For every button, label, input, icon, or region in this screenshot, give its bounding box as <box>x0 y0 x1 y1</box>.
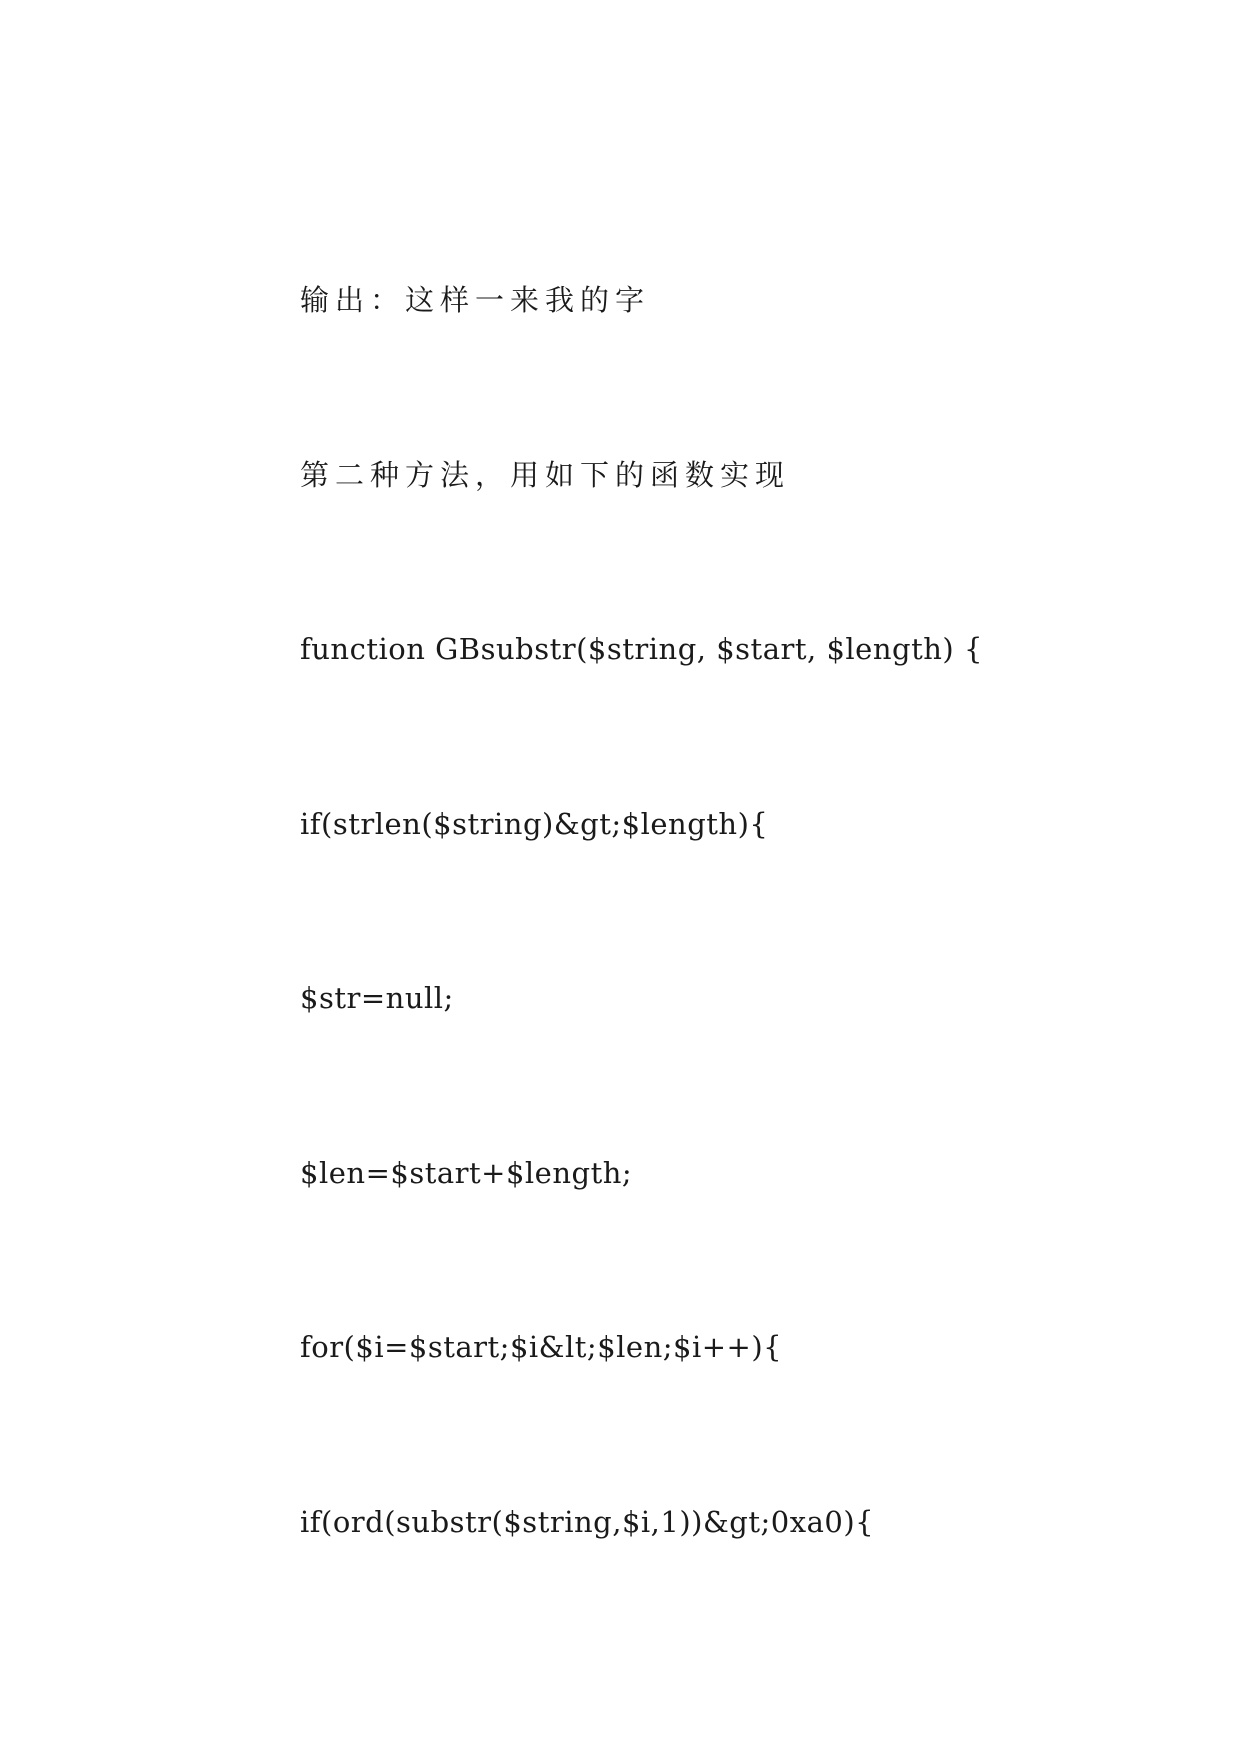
code-line-function-signature: function GBsubstr($string, $start, $length) { <box>300 632 983 666</box>
text-line-output: 输出：这样一来我的字 <box>300 283 651 317</box>
code-line-for-loop: for($i=$start;$i&lt;$len;$i++){ <box>300 1330 783 1364</box>
text-line-method-two: 第二种方法，用如下的函数实现 <box>300 458 791 492</box>
code-line-str-null: $str=null; <box>300 981 454 1015</box>
code-line-if-ord: if(ord(substr($string,$i,1))&gt;0xa0){ <box>300 1505 875 1539</box>
code-line-if-strlen: if(strlen($string)&gt;$length){ <box>300 807 769 841</box>
code-line-len-assign: $len=$start+$length; <box>300 1156 633 1190</box>
